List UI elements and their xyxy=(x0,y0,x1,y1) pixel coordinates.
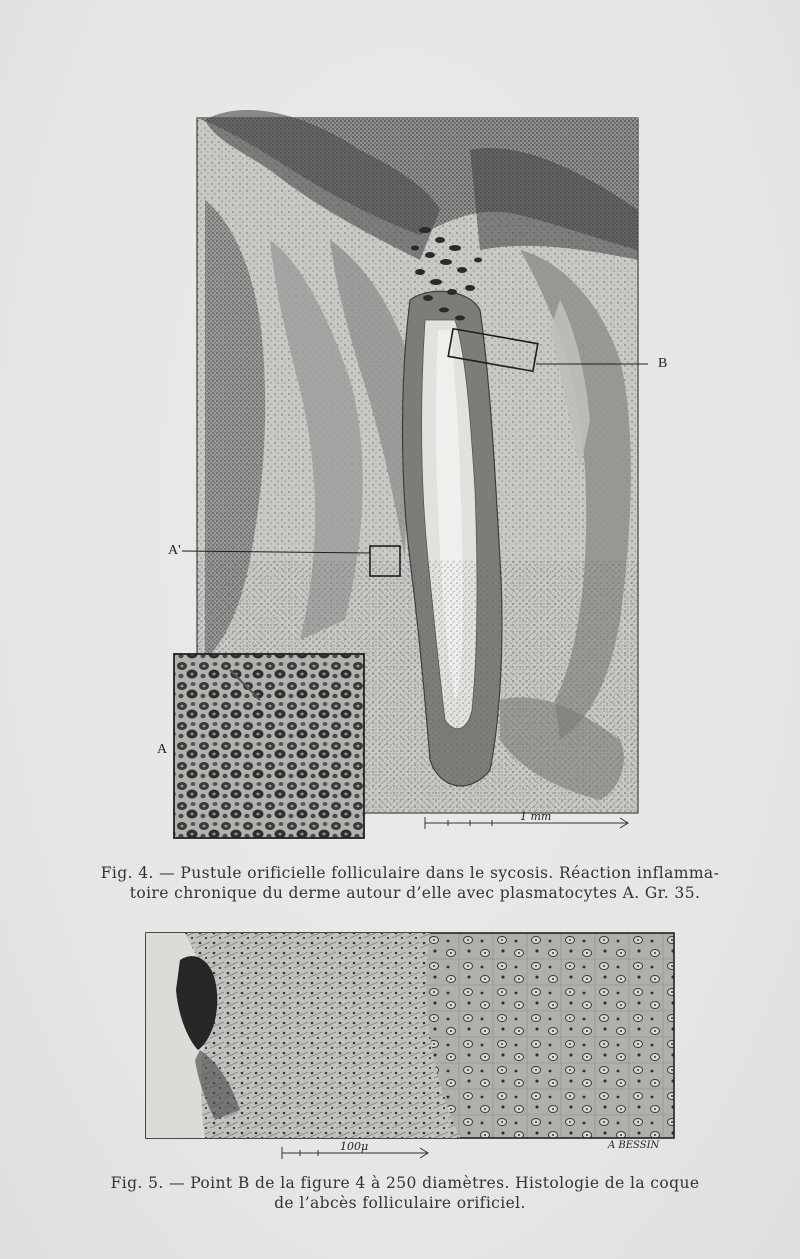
artist-signature: A BESSIN xyxy=(608,1140,660,1151)
figure-5-caption xyxy=(0,1173,800,1213)
scale-label-fig4: 1 mm xyxy=(520,810,552,823)
scale-label-fig5: 100μ xyxy=(340,1140,369,1153)
figure-4-caption-line-2: toire chronique du derme autour d’elle avec plasmatocytes A. Gr. 35. xyxy=(129,884,701,902)
label-b: B xyxy=(658,356,668,371)
label-a: A xyxy=(157,742,168,757)
figure-5-caption-line-2: de l’abcès folliculaire orificiel. xyxy=(274,1194,526,1212)
figure-5-caption-line-1: Fig. 5. — Point B de la figure 4 à 250 diamètres. Histologie de la coque xyxy=(110,1174,700,1192)
label-a-prime: A' xyxy=(168,543,181,558)
figure-4-caption-line-1: Fig. 4. — Pustule orificielle folliculaire dans le sycosis. Réaction inflamma- xyxy=(100,864,720,882)
figure-4-caption xyxy=(0,863,800,903)
figure-5-illustration xyxy=(0,920,800,1170)
